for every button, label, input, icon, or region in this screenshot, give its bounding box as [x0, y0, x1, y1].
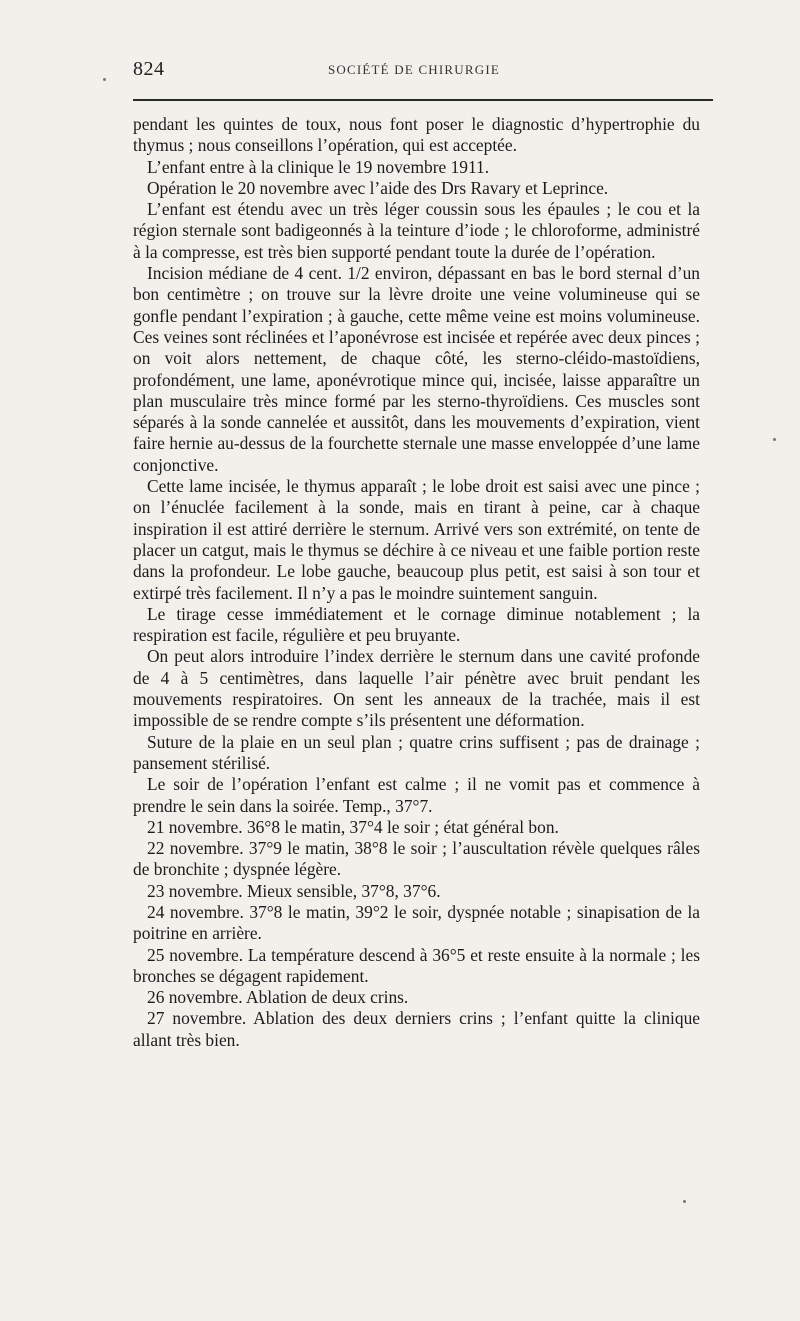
paragraph: Suture de la plaie en un seul plan ; quatre crins suffisent ; pas de drainage ; pansement stérilisé.	[133, 731, 700, 773]
paragraph: 23 novembre. Mieux sensible, 37°8, 37°6.	[147, 880, 441, 901]
body-text	[133, 114, 700, 1051]
running-head: SOCIÉTÉ DE CHIRURGIE	[327, 62, 501, 77]
paragraph: L’enfant est étendu avec un très léger coussin sous les épaules ; le cou et la région sternale sont badigeonnés à la teinture d’iode ; le chloroforme, administré à la compresse, est très bien supporté pendant toute la durée de l’opération.	[133, 199, 700, 262]
paper-speck	[773, 438, 776, 441]
paragraph: L’enfant entre à la clinique le 19 novembre 1911.	[147, 156, 490, 177]
paragraph: pendant les quintes de toux, nous font poser le diagnostic d’hypertrophie du thymus ; nous conseillons l’opération, qui est acceptée.	[133, 114, 700, 156]
paper-speck	[683, 1200, 686, 1203]
paragraph: Le tirage cesse immédiatement et le cornage diminue notablement ; la respiration est facile, régulière et peu bruyante.	[133, 603, 700, 646]
page-number: 824	[133, 58, 165, 80]
paragraph: Opération le 20 novembre avec l’aide des Drs Ravary et Leprince.	[147, 177, 609, 198]
paragraph: Cette lame incisée, le thymus apparaît ; le lobe droit est saisi avec une pince ; on l’énuclée facilement à la sonde, mais en tirant à peine, car à chaque inspiration il est attiré derrière le sternum. Arrivé vers son extrémité, on tente de placer un catgut, mais le thymus se déchire à ce niveau et une faible portion reste dans la profondeur. Le lobe gauche, beaucoup plus petit, est saisi à son tour et extirpé très facilement. Il n’y a pas le moindre suintement sanguin.	[133, 476, 700, 603]
paragraph: 27 novembre. Ablation des deux derniers crins ; l’enfant quitte la clinique allant très bien.	[133, 1008, 700, 1050]
header-rule	[133, 99, 713, 101]
paragraph: Incision médiane de 4 cent. 1/2 environ, dépassant en bas le bord sternal d’un bon centimètre ; on trouve sur la lèvre droite une veine volumineuse qui se gonfle pendant l’expiration ; à gauche, cette même veine est moins volumineuse. Ces veines sont réclinées et l’aponévrose est incisée et repérée avec deux pinces ; on voit alors nettement, de chaque côté, les sterno-cléido-mastoïdiens, profondément, une lame, aponévrotique mince qui, incisée, laisse apparaître un plan musculaire très mince formé par les sterno-thyroïdiens. Ces muscles sont séparés à la sonde cannelée et aussitôt, dans les mouvements d’expiration, vient faire hernie au-dessus de la fourchette sternale une masse enveloppée d’une lame conjonctive.	[133, 263, 700, 475]
page-header	[133, 56, 713, 86]
paragraph: 21 novembre. 36°8 le matin, 37°4 le soir ; état général bon.	[147, 816, 559, 837]
paragraph: Le soir de l’opération l’enfant est calme ; il ne vomit pas et commence à prendre le sein dans la soirée. Temp., 37°7.	[133, 774, 700, 816]
paragraph: 22 novembre. 37°9 le matin, 38°8 le soir ; l’auscultation révèle quelques râles de bronchite ; dyspnée légère.	[133, 838, 700, 880]
paper-speck	[103, 78, 106, 81]
paragraph: On peut alors introduire l’index derrière le sternum dans une cavité profonde de 4 à 5 centimètres, dans laquelle l’air pénètre avec bruit pendant les mouvements respiratoires. On sent les anneaux de la trachée, mais il est impossible de se rendre compte s’ils présentent une déformation.	[133, 646, 700, 731]
paragraph: 24 novembre. 37°8 le matin, 39°2 le soir, dyspnée notable ; sinapisation de la poitrine en arrière.	[133, 901, 700, 944]
paragraph: 26 novembre. Ablation de deux crins.	[147, 987, 409, 1008]
paragraph: 25 novembre. La température descend à 36°5 et reste ensuite à la normale ; les bronches se dégagent rapidement.	[133, 944, 700, 986]
